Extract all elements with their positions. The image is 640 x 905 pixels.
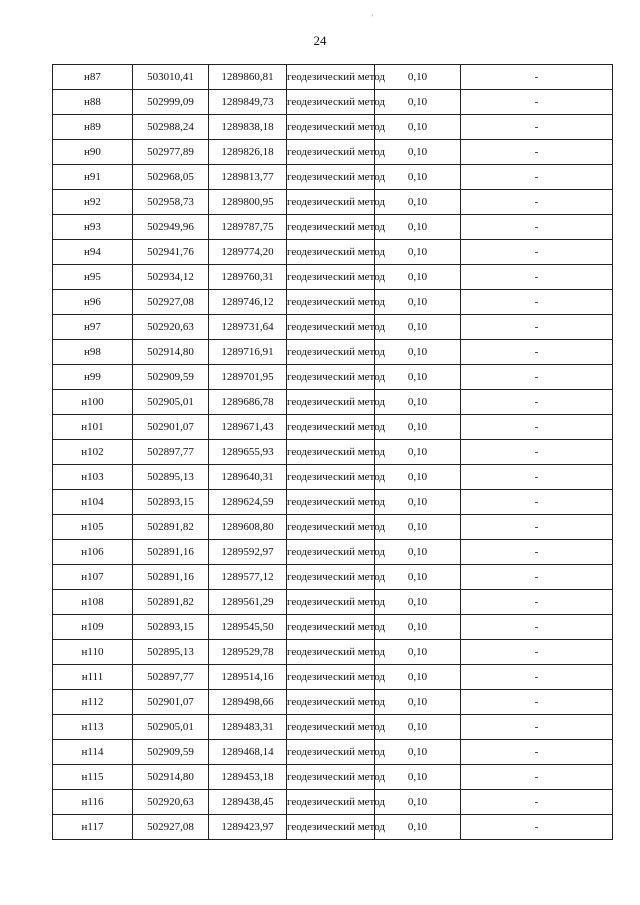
accuracy-cell: 0,10 bbox=[375, 340, 461, 365]
method-cell: геодезический метод bbox=[287, 390, 375, 415]
accuracy-cell: 0,10 bbox=[375, 815, 461, 840]
point-cell: н90 bbox=[53, 140, 133, 165]
point-cell: н110 bbox=[53, 640, 133, 665]
method-cell: геодезический метод bbox=[287, 140, 375, 165]
method-cell: геодезический метод bbox=[287, 565, 375, 590]
y-coordinate-cell: 1289716,91 bbox=[209, 340, 287, 365]
x-coordinate-cell: 502891,82 bbox=[133, 515, 209, 540]
note-cell: - bbox=[461, 215, 613, 240]
x-coordinate-cell: 502891,16 bbox=[133, 565, 209, 590]
point-cell: н106 bbox=[53, 540, 133, 565]
y-coordinate-cell: 1289498,66 bbox=[209, 690, 287, 715]
table-row bbox=[53, 265, 613, 290]
y-coordinate-cell: 1289453,18 bbox=[209, 765, 287, 790]
table-row bbox=[53, 290, 613, 315]
method-cell: геодезический метод bbox=[287, 90, 375, 115]
accuracy-cell: 0,10 bbox=[375, 790, 461, 815]
point-cell: н92 bbox=[53, 190, 133, 215]
accuracy-cell: 0,10 bbox=[375, 215, 461, 240]
y-coordinate-cell: 1289608,80 bbox=[209, 515, 287, 540]
x-coordinate-cell: 502927,08 bbox=[133, 815, 209, 840]
table-row bbox=[53, 340, 613, 365]
point-cell: н88 bbox=[53, 90, 133, 115]
y-coordinate-cell: 1289561,29 bbox=[209, 590, 287, 615]
note-cell: - bbox=[461, 390, 613, 415]
point-cell: н109 bbox=[53, 615, 133, 640]
y-coordinate-cell: 1289592,97 bbox=[209, 540, 287, 565]
note-cell: - bbox=[461, 665, 613, 690]
table-row bbox=[53, 465, 613, 490]
x-coordinate-cell: 502891,16 bbox=[133, 540, 209, 565]
note-cell: - bbox=[461, 140, 613, 165]
y-coordinate-cell: 1289438,45 bbox=[209, 790, 287, 815]
table-row bbox=[53, 590, 613, 615]
accuracy-cell: 0,10 bbox=[375, 365, 461, 390]
x-coordinate-cell: 502988,24 bbox=[133, 115, 209, 140]
x-coordinate-cell: 502909,59 bbox=[133, 365, 209, 390]
accuracy-cell: 0,10 bbox=[375, 765, 461, 790]
x-coordinate-cell: 502897,77 bbox=[133, 440, 209, 465]
x-coordinate-cell: 502895,13 bbox=[133, 465, 209, 490]
accuracy-cell: 0,10 bbox=[375, 290, 461, 315]
method-cell: геодезический метод bbox=[287, 540, 375, 565]
note-cell: - bbox=[461, 65, 613, 90]
note-cell: - bbox=[461, 490, 613, 515]
method-cell: геодезический метод bbox=[287, 665, 375, 690]
point-cell: н94 bbox=[53, 240, 133, 265]
accuracy-cell: 0,10 bbox=[375, 540, 461, 565]
note-cell: - bbox=[461, 640, 613, 665]
point-cell: н112 bbox=[53, 690, 133, 715]
coordinates-table-body bbox=[53, 65, 613, 840]
accuracy-cell: 0,10 bbox=[375, 390, 461, 415]
y-coordinate-cell: 1289655,93 bbox=[209, 440, 287, 465]
y-coordinate-cell: 1289731,64 bbox=[209, 315, 287, 340]
accuracy-cell: 0,10 bbox=[375, 415, 461, 440]
method-cell: геодезический метод bbox=[287, 740, 375, 765]
note-cell: - bbox=[461, 740, 613, 765]
method-cell: геодезический метод bbox=[287, 415, 375, 440]
y-coordinate-cell: 1289860,81 bbox=[209, 65, 287, 90]
x-coordinate-cell: 502934,12 bbox=[133, 265, 209, 290]
y-coordinate-cell: 1289813,77 bbox=[209, 165, 287, 190]
y-coordinate-cell: 1289577,12 bbox=[209, 565, 287, 590]
y-coordinate-cell: 1289514,16 bbox=[209, 665, 287, 690]
table-row bbox=[53, 415, 613, 440]
note-cell: - bbox=[461, 115, 613, 140]
point-cell: н102 bbox=[53, 440, 133, 465]
point-cell: н117 bbox=[53, 815, 133, 840]
y-coordinate-cell: 1289423,97 bbox=[209, 815, 287, 840]
x-coordinate-cell: 502905,01 bbox=[133, 715, 209, 740]
table-row bbox=[53, 665, 613, 690]
note-cell: - bbox=[461, 815, 613, 840]
y-coordinate-cell: 1289787,75 bbox=[209, 215, 287, 240]
note-cell: - bbox=[461, 90, 613, 115]
method-cell: геодезический метод bbox=[287, 515, 375, 540]
accuracy-cell: 0,10 bbox=[375, 615, 461, 640]
coordinates-table bbox=[52, 64, 613, 840]
table-row bbox=[53, 490, 613, 515]
point-cell: н104 bbox=[53, 490, 133, 515]
note-cell: - bbox=[461, 440, 613, 465]
method-cell: геодезический метод bbox=[287, 65, 375, 90]
method-cell: геодезический метод bbox=[287, 640, 375, 665]
point-cell: н87 bbox=[53, 65, 133, 90]
method-cell: геодезический метод bbox=[287, 590, 375, 615]
x-coordinate-cell: 502895,13 bbox=[133, 640, 209, 665]
point-cell: н95 bbox=[53, 265, 133, 290]
accuracy-cell: 0,10 bbox=[375, 440, 461, 465]
x-coordinate-cell: 502893,15 bbox=[133, 490, 209, 515]
accuracy-cell: 0,10 bbox=[375, 740, 461, 765]
y-coordinate-cell: 1289774,20 bbox=[209, 240, 287, 265]
table-row bbox=[53, 240, 613, 265]
method-cell: геодезический метод bbox=[287, 765, 375, 790]
table-row bbox=[53, 115, 613, 140]
point-cell: н105 bbox=[53, 515, 133, 540]
x-coordinate-cell: 502958,73 bbox=[133, 190, 209, 215]
table-row bbox=[53, 740, 613, 765]
x-coordinate-cell: 502897,77 bbox=[133, 665, 209, 690]
accuracy-cell: 0,10 bbox=[375, 640, 461, 665]
note-cell: - bbox=[461, 365, 613, 390]
accuracy-cell: 0,10 bbox=[375, 240, 461, 265]
note-cell: - bbox=[461, 465, 613, 490]
y-coordinate-cell: 1289838,18 bbox=[209, 115, 287, 140]
y-coordinate-cell: 1289686,78 bbox=[209, 390, 287, 415]
x-coordinate-cell: 502891,82 bbox=[133, 590, 209, 615]
y-coordinate-cell: 1289826,18 bbox=[209, 140, 287, 165]
note-cell: - bbox=[461, 690, 613, 715]
x-coordinate-cell: 502901,07 bbox=[133, 690, 209, 715]
table-row bbox=[53, 390, 613, 415]
table-row bbox=[53, 365, 613, 390]
y-coordinate-cell: 1289640,31 bbox=[209, 465, 287, 490]
accuracy-cell: 0,10 bbox=[375, 140, 461, 165]
accuracy-cell: 0,10 bbox=[375, 565, 461, 590]
y-coordinate-cell: 1289468,14 bbox=[209, 740, 287, 765]
table-row bbox=[53, 440, 613, 465]
note-cell: - bbox=[461, 715, 613, 740]
point-cell: н101 bbox=[53, 415, 133, 440]
table-row bbox=[53, 765, 613, 790]
note-cell: - bbox=[461, 615, 613, 640]
note-cell: - bbox=[461, 540, 613, 565]
y-coordinate-cell: 1289671,43 bbox=[209, 415, 287, 440]
point-cell: н93 bbox=[53, 215, 133, 240]
point-cell: н116 bbox=[53, 790, 133, 815]
accuracy-cell: 0,10 bbox=[375, 515, 461, 540]
point-cell: н113 bbox=[53, 715, 133, 740]
page-number: 24 bbox=[313, 33, 327, 48]
note-cell: - bbox=[461, 590, 613, 615]
x-coordinate-cell: 502968,05 bbox=[133, 165, 209, 190]
point-cell: н108 bbox=[53, 590, 133, 615]
method-cell: геодезический метод bbox=[287, 815, 375, 840]
y-coordinate-cell: 1289545,50 bbox=[209, 615, 287, 640]
note-cell: - bbox=[461, 315, 613, 340]
x-coordinate-cell: 502909,59 bbox=[133, 740, 209, 765]
point-cell: н111 bbox=[53, 665, 133, 690]
table-row bbox=[53, 715, 613, 740]
accuracy-cell: 0,10 bbox=[375, 490, 461, 515]
table-row bbox=[53, 640, 613, 665]
table-row bbox=[53, 815, 613, 840]
note-cell: - bbox=[461, 565, 613, 590]
accuracy-cell: 0,10 bbox=[375, 465, 461, 490]
x-coordinate-cell: 502905,01 bbox=[133, 390, 209, 415]
x-coordinate-cell: 502927,08 bbox=[133, 290, 209, 315]
table-row bbox=[53, 615, 613, 640]
accuracy-cell: 0,10 bbox=[375, 190, 461, 215]
table-row bbox=[53, 190, 613, 215]
point-cell: н99 bbox=[53, 365, 133, 390]
table-row bbox=[53, 65, 613, 90]
method-cell: геодезический метод bbox=[287, 490, 375, 515]
accuracy-cell: 0,10 bbox=[375, 315, 461, 340]
table-row bbox=[53, 140, 613, 165]
x-coordinate-cell: 502914,80 bbox=[133, 765, 209, 790]
accuracy-cell: 0,10 bbox=[375, 590, 461, 615]
accuracy-cell: 0,10 bbox=[375, 690, 461, 715]
x-coordinate-cell: 502977,89 bbox=[133, 140, 209, 165]
y-coordinate-cell: 1289849,73 bbox=[209, 90, 287, 115]
note-cell: - bbox=[461, 515, 613, 540]
method-cell: геодезический метод bbox=[287, 440, 375, 465]
accuracy-cell: 0,10 bbox=[375, 665, 461, 690]
x-coordinate-cell: 502920,63 bbox=[133, 790, 209, 815]
table-row bbox=[53, 690, 613, 715]
point-cell: н115 bbox=[53, 765, 133, 790]
y-coordinate-cell: 1289483,31 bbox=[209, 715, 287, 740]
method-cell: геодезический метод bbox=[287, 215, 375, 240]
x-coordinate-cell: 502949,96 bbox=[133, 215, 209, 240]
point-cell: н114 bbox=[53, 740, 133, 765]
method-cell: геодезический метод bbox=[287, 290, 375, 315]
scan-mark: ʿ bbox=[371, 14, 374, 23]
note-cell: - bbox=[461, 190, 613, 215]
method-cell: геодезический метод bbox=[287, 615, 375, 640]
method-cell: геодезический метод bbox=[287, 465, 375, 490]
note-cell: - bbox=[461, 165, 613, 190]
point-cell: н100 bbox=[53, 390, 133, 415]
x-coordinate-cell: 503010,41 bbox=[133, 65, 209, 90]
point-cell: н98 bbox=[53, 340, 133, 365]
note-cell: - bbox=[461, 340, 613, 365]
table-row bbox=[53, 540, 613, 565]
method-cell: геодезический метод bbox=[287, 190, 375, 215]
method-cell: геодезический метод bbox=[287, 315, 375, 340]
table-row bbox=[53, 565, 613, 590]
accuracy-cell: 0,10 bbox=[375, 165, 461, 190]
y-coordinate-cell: 1289529,78 bbox=[209, 640, 287, 665]
method-cell: геодезический метод bbox=[287, 690, 375, 715]
x-coordinate-cell: 502901,07 bbox=[133, 415, 209, 440]
method-cell: геодезический метод bbox=[287, 115, 375, 140]
method-cell: геодезический метод bbox=[287, 165, 375, 190]
x-coordinate-cell: 502914,80 bbox=[133, 340, 209, 365]
x-coordinate-cell: 502893,15 bbox=[133, 615, 209, 640]
table-row bbox=[53, 90, 613, 115]
note-cell: - bbox=[461, 290, 613, 315]
y-coordinate-cell: 1289800,95 bbox=[209, 190, 287, 215]
point-cell: н97 bbox=[53, 315, 133, 340]
x-coordinate-cell: 502941,76 bbox=[133, 240, 209, 265]
accuracy-cell: 0,10 bbox=[375, 265, 461, 290]
method-cell: геодезический метод bbox=[287, 265, 375, 290]
table-row bbox=[53, 315, 613, 340]
table-row bbox=[53, 165, 613, 190]
note-cell: - bbox=[461, 265, 613, 290]
point-cell: н103 bbox=[53, 465, 133, 490]
table-row bbox=[53, 215, 613, 240]
note-cell: - bbox=[461, 765, 613, 790]
y-coordinate-cell: 1289624,59 bbox=[209, 490, 287, 515]
method-cell: геодезический метод bbox=[287, 240, 375, 265]
note-cell: - bbox=[461, 790, 613, 815]
note-cell: - bbox=[461, 415, 613, 440]
y-coordinate-cell: 1289701,95 bbox=[209, 365, 287, 390]
point-cell: н107 bbox=[53, 565, 133, 590]
accuracy-cell: 0,10 bbox=[375, 90, 461, 115]
point-cell: н89 bbox=[53, 115, 133, 140]
accuracy-cell: 0,10 bbox=[375, 65, 461, 90]
point-cell: н91 bbox=[53, 165, 133, 190]
method-cell: геодезический метод bbox=[287, 340, 375, 365]
y-coordinate-cell: 1289760,31 bbox=[209, 265, 287, 290]
point-cell: н96 bbox=[53, 290, 133, 315]
note-cell: - bbox=[461, 240, 613, 265]
x-coordinate-cell: 502999,09 bbox=[133, 90, 209, 115]
method-cell: геодезический метод bbox=[287, 365, 375, 390]
method-cell: геодезический метод bbox=[287, 790, 375, 815]
accuracy-cell: 0,10 bbox=[375, 115, 461, 140]
method-cell: геодезический метод bbox=[287, 715, 375, 740]
x-coordinate-cell: 502920,63 bbox=[133, 315, 209, 340]
y-coordinate-cell: 1289746,12 bbox=[209, 290, 287, 315]
accuracy-cell: 0,10 bbox=[375, 715, 461, 740]
table-row bbox=[53, 790, 613, 815]
table-row bbox=[53, 515, 613, 540]
